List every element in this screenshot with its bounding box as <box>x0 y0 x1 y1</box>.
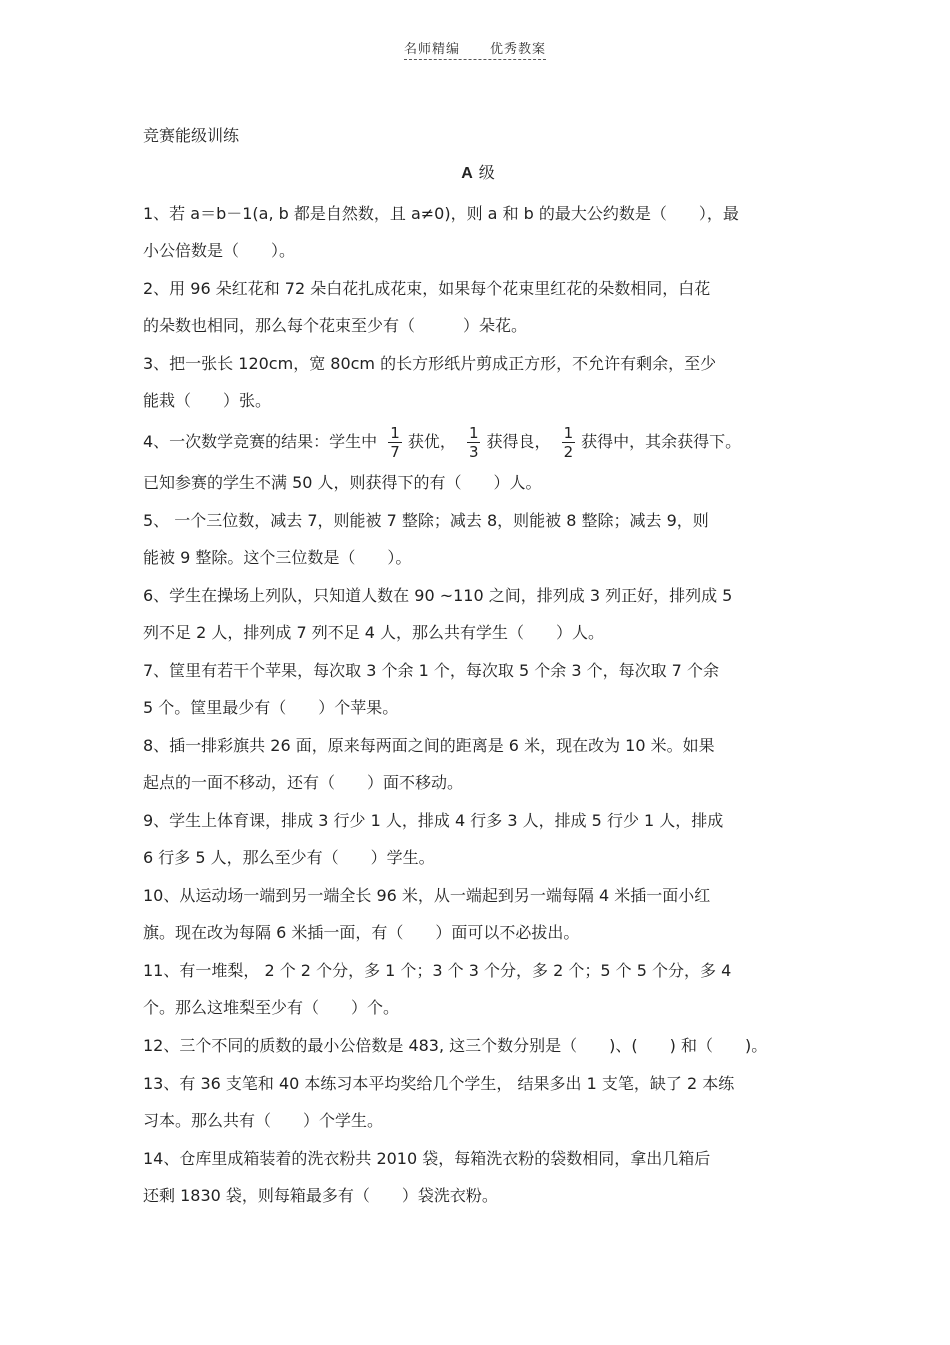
question-line: 2、用 96 朵红花和 72 朵白花扎成花束，如果每个花束里红花的朵数相同，白花 <box>143 279 711 298</box>
question-1 <box>143 195 813 269</box>
question-line: 旗。现在改为每隔 6 米插一面，有（ ）面可以不必拔出。 <box>143 923 580 942</box>
fraction-one-third <box>467 424 481 461</box>
question-14 <box>143 1140 813 1214</box>
question-line: 11、有一堆梨， 2 个 2 个分，多 1 个；3 个 3 个分，多 2 个；5 个 5 个分，多 4 <box>143 961 732 980</box>
header-banner <box>404 38 546 60</box>
question-line: 1、若 a＝b－1(a, b 都是自然数，且 a≠0)，则 a 和 b 的最大公约数是（ ），最 <box>143 204 739 223</box>
fraction-numerator: 1 <box>468 424 479 442</box>
question-12 <box>143 1027 813 1064</box>
header-left-text: 名师精编 <box>403 42 460 57</box>
question-line: 列不足 2 人，排列成 7 列不足 4 人，那么共有学生（ ）人。 <box>143 623 605 642</box>
question-line: 10、从运动场一端到另一端全长 96 米，从一端起到另一端每隔 4 米插一面小红 <box>143 886 711 905</box>
fraction-numerator: 1 <box>563 424 574 442</box>
question-line: 7、筐里有若干个苹果，每次取 3 个余 1 个，每次取 5 个余 3 个，每次取 7 个余 <box>143 661 719 680</box>
question-line: 能栽（ ）张。 <box>143 391 272 410</box>
fraction-numerator: 1 <box>390 424 400 442</box>
question-line: 6 行多 5 人，那么至少有（ ）学生。 <box>143 848 435 867</box>
fraction-denominator: 3 <box>468 443 479 461</box>
question-9 <box>143 802 813 876</box>
level-letter: A <box>461 165 473 182</box>
question-line: 8、插一排彩旗共 26 面，原来每两面之间的距离是 6 米，现在改为 10 米。如果 <box>143 736 715 755</box>
question-6 <box>143 577 813 651</box>
level-title <box>143 158 813 189</box>
fraction-denominator: 7 <box>390 443 400 461</box>
fraction-denominator: 2 <box>563 443 574 461</box>
question-line: 6、学生在操场上列队，只知道人数在 90 ~110 之间，排列成 3 列正好，排列成 5 <box>143 586 733 605</box>
document-body <box>143 120 813 1215</box>
question-line: 13、有 36 支笔和 40 本练习本平均奖给几个学生， 结果多出 1 支笔，缺了 2 本练 <box>143 1074 735 1093</box>
header-right-text: 优秀教案 <box>490 42 547 57</box>
question-5 <box>143 502 813 576</box>
question-line: 个。那么这堆梨至少有（ ）个。 <box>143 998 400 1017</box>
question-line: 5、 一个三位数，减去 7，则能被 7 整除；减去 8，则能被 8 整除；减去 9，则 <box>143 511 709 530</box>
question-8 <box>143 727 813 801</box>
question-line: 起点的一面不移动，还有（ ）面不移动。 <box>143 773 464 792</box>
question-13 <box>143 1065 813 1139</box>
question-line: 的朵数也相同，那么每个花束至少有（ ）朵花。 <box>143 316 528 335</box>
question-line: 12、三个不同的质数的最小公倍数是 483, 这三个数分别是（ )、( ) 和（ )。 <box>143 1036 768 1055</box>
question-line-with-fractions <box>143 420 813 464</box>
question-10 <box>143 877 813 951</box>
question-line: 小公倍数是（ ）。 <box>143 241 296 260</box>
question-text: 获优， <box>407 432 456 451</box>
question-text: 4、一次数学竞赛的结果：学生中 <box>143 432 378 451</box>
question-line: 习本。那么共有（ ）个学生。 <box>143 1111 384 1130</box>
question-line: 9、学生上体育课，排成 3 行少 1 人，排成 4 行多 3 人，排成 5 行少 1 人，排成 <box>143 811 724 830</box>
question-7 <box>143 652 813 726</box>
question-3 <box>143 345 813 419</box>
fraction-one-seventh <box>388 424 402 461</box>
section-title: 竞赛能级训练 <box>143 126 240 145</box>
question-line: 5 个。筐里最少有（ ）个苹果。 <box>143 698 399 717</box>
question-text: 获得中，其余获得下。 <box>581 432 742 451</box>
question-text: 获得良， <box>486 432 551 451</box>
question-line: 3、把一张长 120cm，宽 80cm 的长方形纸片剪成正方形，不允许有剩余，至少 <box>143 354 717 373</box>
question-11 <box>143 952 813 1026</box>
question-2 <box>143 270 813 344</box>
fraction-one-half <box>562 424 576 461</box>
question-line: 已知参赛的学生不满 50 人，则获得下的有（ ）人。 <box>143 473 542 492</box>
level-suffix: 级 <box>478 163 495 182</box>
question-line: 14、仓库里成箱装着的洗衣粉共 2010 袋，每箱洗衣粉的袋数相同，拿出几箱后 <box>143 1149 711 1168</box>
question-line: 能被 9 整除。这个三位数是（ ）。 <box>143 548 412 567</box>
question-line: 还剩 1830 袋，则每箱最多有（ ）袋洗衣粉。 <box>143 1186 498 1205</box>
question-4 <box>143 420 813 501</box>
page-header <box>0 38 950 60</box>
